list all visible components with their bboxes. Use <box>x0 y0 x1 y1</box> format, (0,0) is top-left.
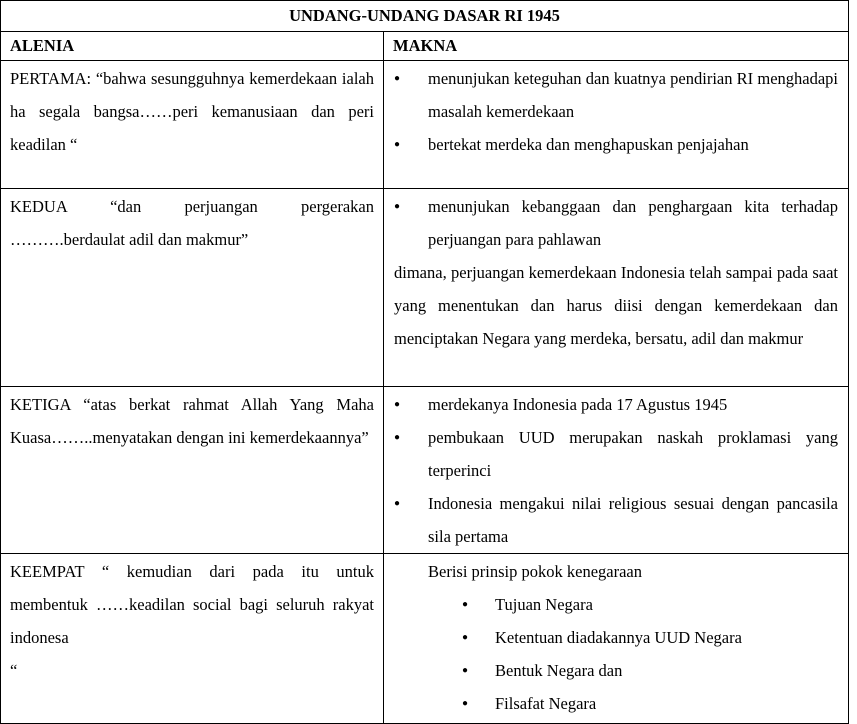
alenia-cell-ketiga: KETIGA “atas berkat rahmat Allah Yang Maha Kuasa……..menyatakan dengan ini kemerdekaannya” <box>1 387 384 554</box>
table-title: UNDANG-UNDANG DASAR RI 1945 <box>1 1 849 32</box>
list-item: ● merdekanya Indonesia pada 17 Agustus 1945 <box>394 388 838 421</box>
list-item: ● menunjukan kebanggaan dan penghargaan kita terhadap perjuangan para pahlawan <box>394 190 838 256</box>
list-item: ● bertekat merdeka dan menghapuskan penjajahan <box>394 128 838 161</box>
makna-cell-pertama <box>384 61 849 189</box>
makna-cell-keempat <box>384 554 849 724</box>
alenia-closing-quote: “ <box>10 661 18 680</box>
alenia-text: KEEMPAT “ kemudian dari pada itu untuk membentuk ……keadilan social bagi seluruh rakyat indonesa <box>10 562 374 647</box>
list-item: ● Tujuan Negara <box>462 588 838 621</box>
makna-intro: Berisi prinsip pokok kenegaraan <box>428 562 642 581</box>
makna-sub-bullet-list <box>394 588 838 720</box>
makna-bullet-list <box>394 388 838 553</box>
list-item: ● pembukaan UUD merupakan naskah proklamasi yang terperinci <box>394 421 838 487</box>
makna-cell-ketiga <box>384 387 849 554</box>
column-header-makna: MAKNA <box>384 32 849 61</box>
makna-paragraph: dimana, perjuangan kemerdekaan Indonesia telah sampai pada saat yang menentukan dan harus diisi dengan kemerdekaan dan menciptakan Negara yang merdeka, bersatu, adil dan makmur <box>394 263 838 348</box>
list-item: ● Filsafat Negara <box>462 687 838 720</box>
list-item: ● Bentuk Negara dan <box>462 654 838 687</box>
table-row <box>1 387 849 554</box>
alenia-cell-kedua: KEDUA “dan perjuangan pergerakan ……….berdaulat adil dan makmur” <box>1 189 384 387</box>
list-item: ● Indonesia mengakui nilai religious sesuai dengan pancasila sila pertama <box>394 487 838 553</box>
makna-bullet-list <box>394 190 838 256</box>
alenia-cell-pertama: PERTAMA: “bahwa sesungguhnya kemerdekaan ialah ha segala bangsa……peri kemanusiaan dan peri keadilan “ <box>1 61 384 189</box>
alenia-cell-keempat <box>1 554 384 724</box>
list-item: ● menunjukan keteguhan dan kuatnya pendirian RI menghadapi masalah kemerdekaan <box>394 62 838 128</box>
table-row <box>1 61 849 189</box>
table-row <box>1 189 849 387</box>
table-row <box>1 554 849 724</box>
column-header-alenia: ALENIA <box>1 32 384 61</box>
list-item: ● Ketentuan diadakannya UUD Negara <box>462 621 838 654</box>
makna-cell-kedua <box>384 189 849 387</box>
makna-bullet-list <box>394 62 838 161</box>
